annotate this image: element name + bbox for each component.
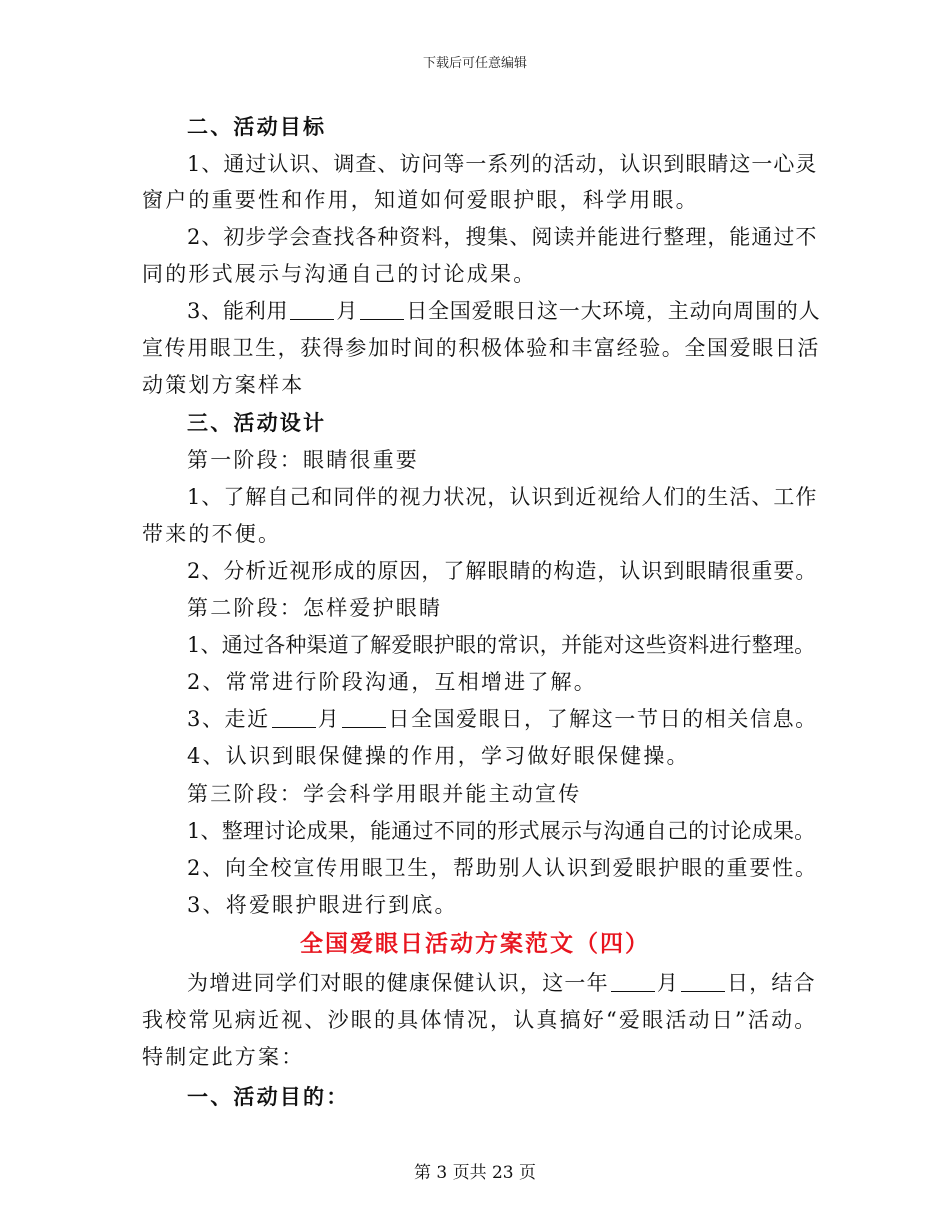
paragraph-line: 1、整理讨论成果，能通过不同的形式展示与沟通自己的讨论成果。 [187, 819, 816, 843]
text-fragment: 日全国爱眼日，了解这一节日的相关信息。 [388, 707, 818, 731]
blank-underline [360, 299, 404, 320]
page-footer: 第 3 页共 23 页 [413, 1163, 537, 1183]
text-fragment: 月 [656, 971, 680, 995]
stage-heading: 第二阶段：怎样爱护眼睛 [187, 596, 443, 620]
blank-underline [272, 707, 316, 728]
section-heading-design: 三、活动设计 [187, 411, 327, 435]
text-fragment: 为增进同学们对眼的健康保健认识，这一年 [187, 971, 609, 995]
section-heading-goals: 二、活动目标 [187, 115, 327, 139]
paragraph-line: 1、通过各种渠道了解爱眼护眼的常识，并能对这些资料进行整理。 [187, 633, 816, 657]
paragraph-line: 特制定此方案： [142, 1045, 305, 1069]
stage-heading: 第一阶段：眼睛很重要 [187, 448, 419, 472]
paragraph-line: 1、通过认识、调查、访问等一系列的活动，认识到眼睛这一心灵 [187, 152, 818, 176]
text-fragment: 日全国爱眼日这一大环境，主动向周围的人 [406, 299, 821, 323]
text-fragment: 月 [317, 707, 341, 731]
section-heading-purpose: 一、活动目的： [187, 1085, 350, 1109]
text-fragment: 日，结合 [727, 971, 816, 995]
paragraph-line: 4、认识到眼保健操的作用，学习做好眼保健操。 [187, 744, 690, 768]
stage-heading: 第三阶段：学会科学用眼并能主动宣传 [187, 782, 582, 806]
paragraph-line: 我校常见病近视、沙眼的具体情况，认真搞好“爱眼活动日”活动。 [142, 1008, 818, 1032]
paragraph-line: 1、了解自己和同伴的视力状况，认识到近视给人们的生活、工作 [187, 485, 818, 509]
paragraph-line: 2、常常进行阶段沟通，互相增进了解。 [187, 670, 597, 694]
paragraph-line: 动策划方案样本 [142, 373, 305, 397]
page-header: 下载后可任意编辑 [422, 56, 527, 71]
paragraph-line: 宣传用眼卫生，获得参加时间的积极体验和丰富经验。全国爱眼日活 [142, 336, 820, 360]
paragraph-line [187, 296, 820, 326]
paragraph-line: 窗户的重要性和作用，知道如何爱眼护眼，科学用眼。 [142, 188, 699, 212]
text-fragment: 3、走近 [187, 707, 270, 731]
blank-underline [290, 299, 334, 320]
blank-underline [611, 971, 655, 992]
paragraph-line: 同的形式展示与沟通自己的讨论成果。 [142, 262, 537, 286]
paragraph-line: 带来的不便。 [142, 522, 282, 546]
text-fragment: 3、能利用 [187, 299, 289, 323]
paragraph-line [187, 704, 818, 734]
blank-underline [681, 971, 725, 992]
paragraph-line: 2、分析近视形成的原因，了解眼睛的构造，认识到眼睛很重要。 [187, 559, 818, 583]
paragraph-line: 3、将爱眼护眼进行到底。 [187, 893, 458, 917]
paragraph-line: 2、向全校宣传用眼卫生，帮助别人认识到爱眼护眼的重要性。 [187, 856, 818, 880]
section-title: 全国爱眼日活动方案范文（四） [300, 931, 650, 957]
paragraph-line: 2、初步学会查找各种资料，搜集、阅读并能进行整理，能通过不 [187, 225, 818, 249]
blank-underline [342, 707, 386, 728]
paragraph-line [187, 968, 816, 998]
text-fragment: 月 [336, 299, 359, 323]
